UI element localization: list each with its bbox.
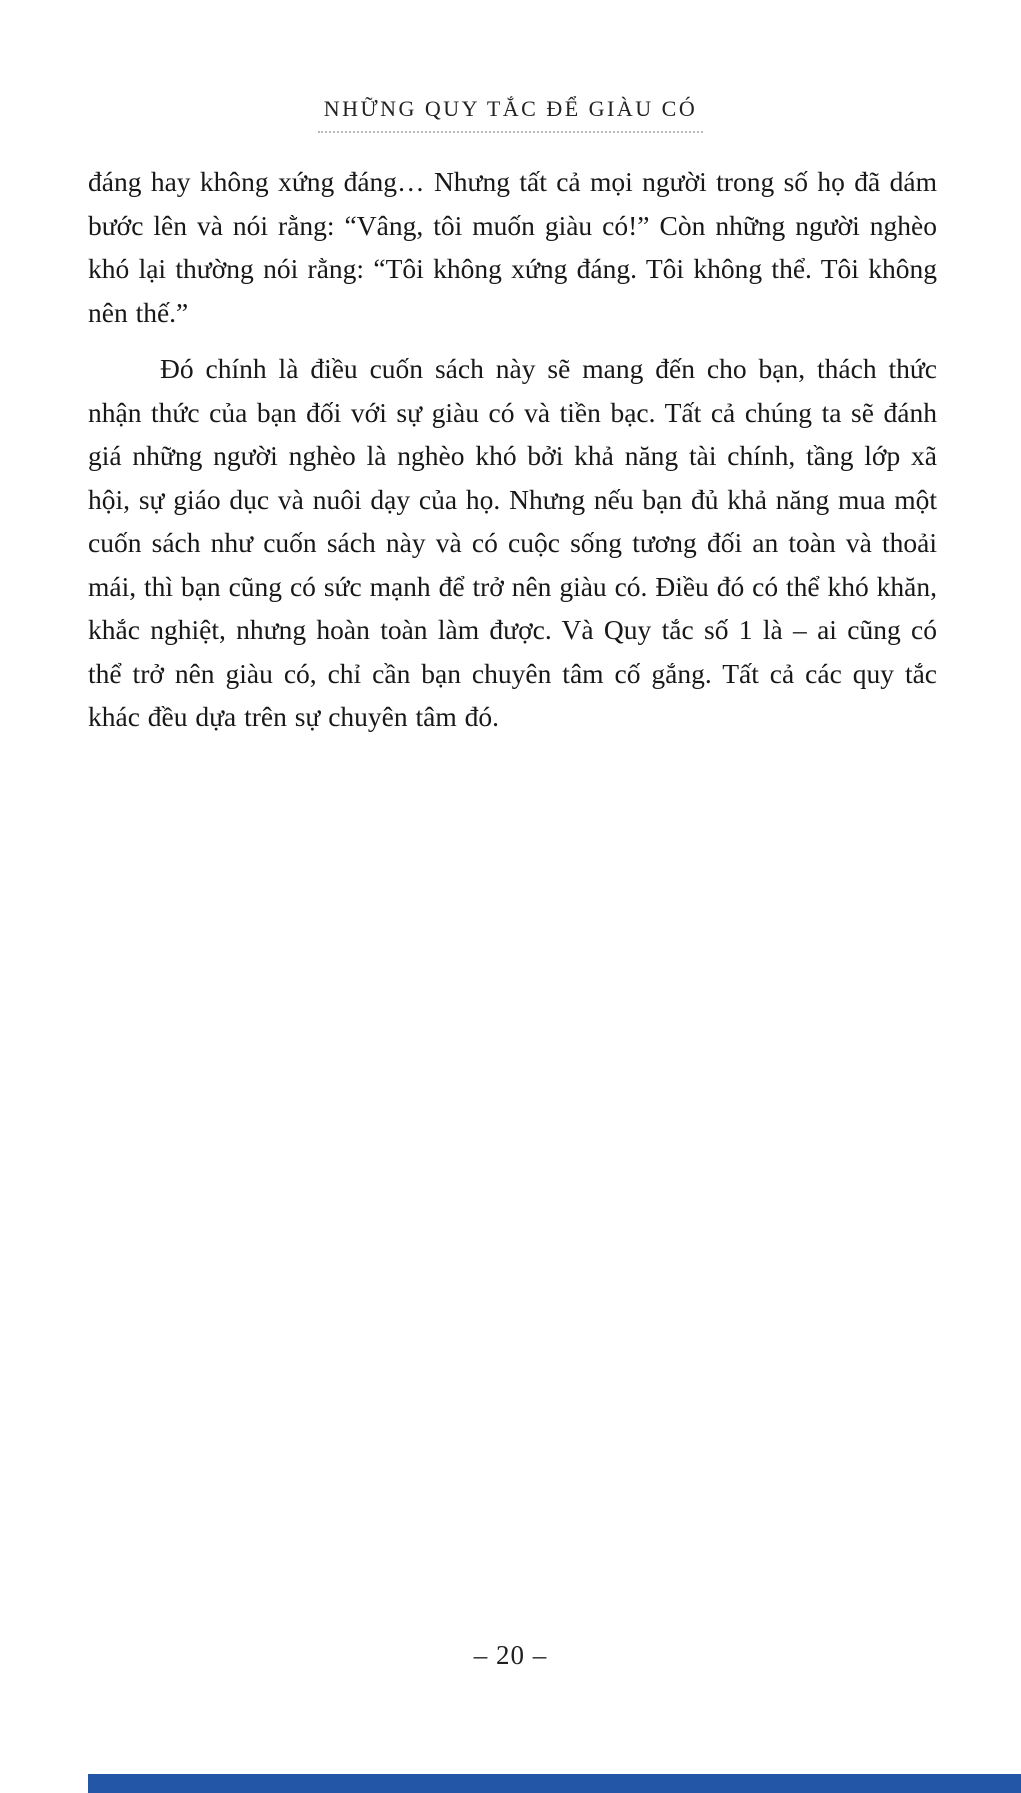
footer-bar <box>88 1774 1021 1793</box>
running-header-title: NHỮNG QUY TẮC ĐỂ GIÀU CÓ <box>318 96 703 133</box>
paragraph: Đó chính là điều cuốn sách này sẽ mang đến cho bạn, thách thức nhận thức của bạn đối với sự giàu có và tiền bạc. Tất cả chúng ta sẽ đánh giá những người nghèo là nghèo khó bởi khả năng tài chính, tầng lớp xã hội, sự giáo dục và nuôi dạy của họ. Nhưng nếu bạn đủ khả năng mua một cuốn sách như cuốn sách này và có cuộc sống tương đối an toàn và thoải mái, thì bạn cũng có sức mạnh để trở nên giàu có. Điều đó có thể khó khăn, khắc nghiệt, nhưng hoàn toàn làm được. Và Quy tắc số 1 là – ai cũng có thể trở nên giàu có, chỉ cần bạn chuyên tâm cố gắng. Tất cả các quy tắc khác đều dựa trên sự chuyên tâm đó. <box>88 353 937 732</box>
page-number: – 20 – <box>473 1640 548 1670</box>
paragraph: đáng hay không xứng đáng… Nhưng tất cả mọi người trong số họ đã dám bước lên và nói rằng: “Vâng, tôi muốn giàu có!” Còn những người nghèo khó lại thường nói rằng: “Tôi không xứng đáng. Tôi không thể. Tôi không nên thế.” <box>88 166 937 328</box>
running-header <box>0 96 1021 133</box>
body-text <box>88 160 937 739</box>
